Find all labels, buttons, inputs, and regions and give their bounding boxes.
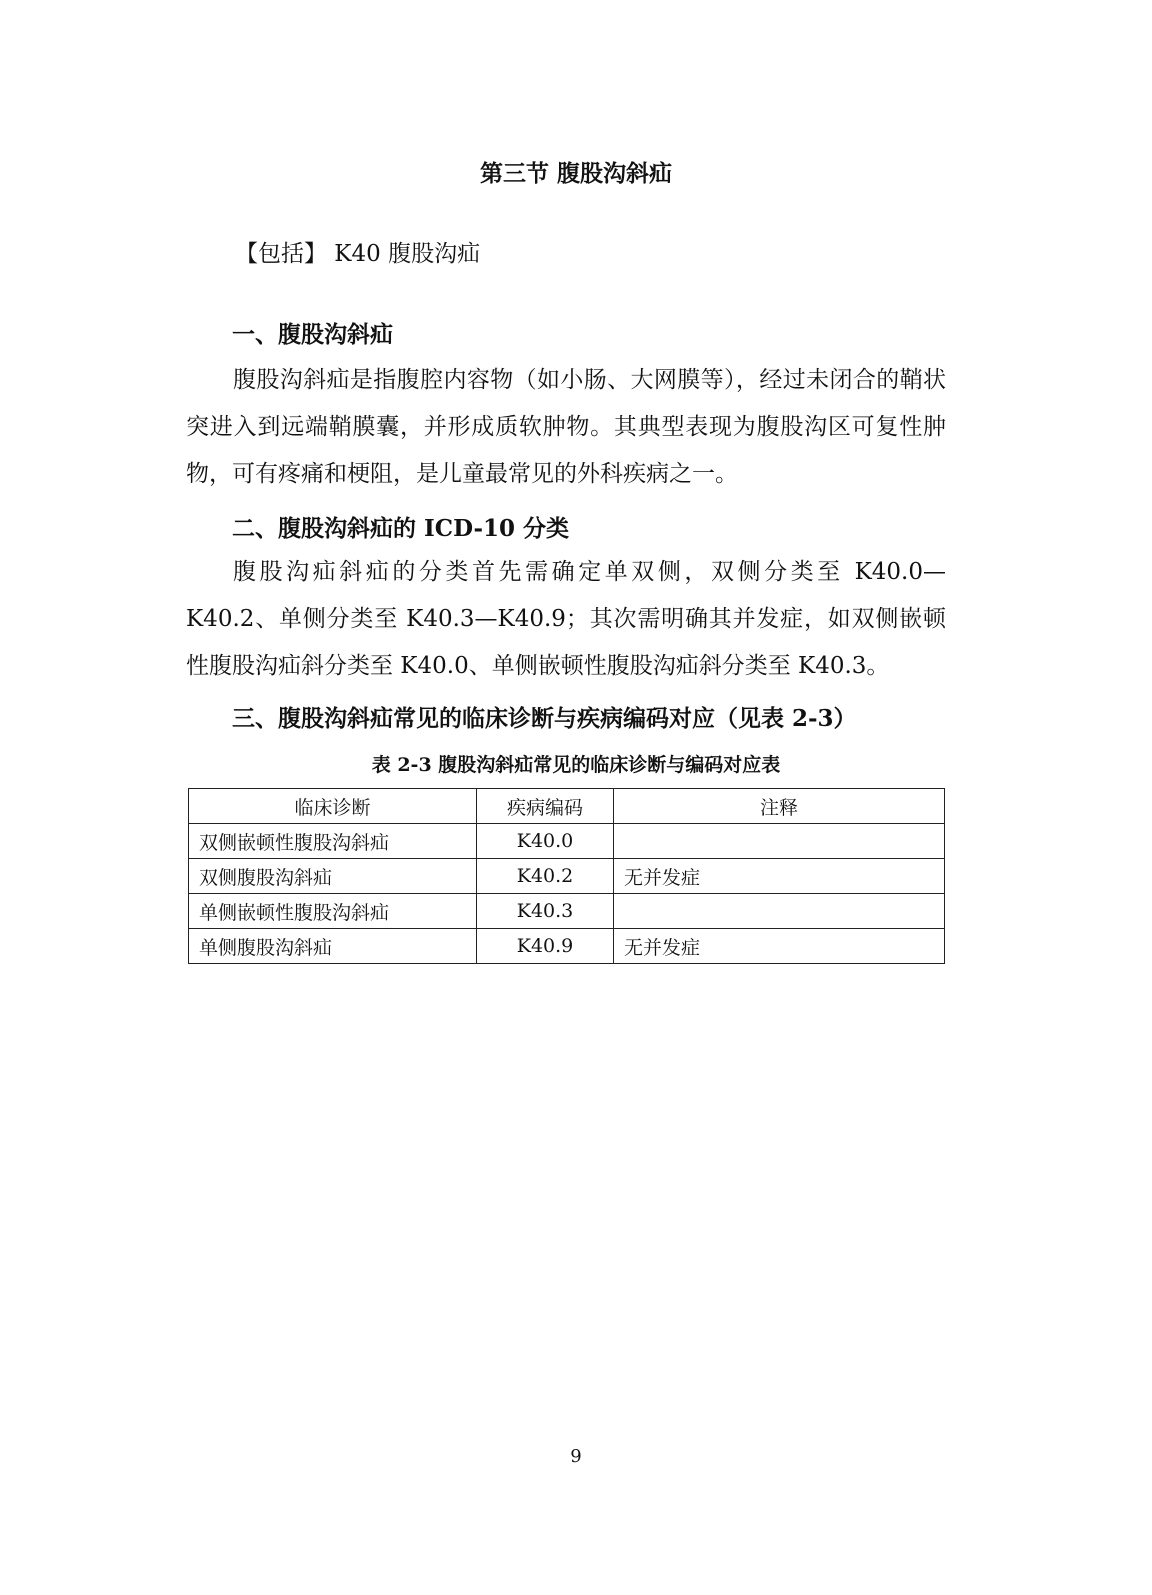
cell-note: 无并发症 [614,929,945,964]
section2-heading: 二、腹股沟斜疝的 ICD-10 分类 [232,515,570,542]
section3-heading: 三、腹股沟斜疝常见的临床诊断与疾病编码对应（见表 2-3） [232,705,857,732]
cell-code: K40.2 [477,859,614,894]
cell-code: K40.0 [477,824,614,859]
cell-note [614,894,945,929]
page-number: 9 [570,1446,582,1467]
table-caption: 表 2-3 腹股沟斜疝常见的临床诊断与编码对应表 [371,754,781,776]
cell-note [614,824,945,859]
cell-diagnosis: 双侧嵌顿性腹股沟斜疝 [189,824,477,859]
cell-note: 无并发症 [614,859,945,894]
cell-code: K40.3 [477,894,614,929]
section1-paragraph: 腹股沟斜疝是指腹腔内容物（如小肠、大网膜等），经过未闭合的鞘状突进入到远端鞘膜囊，并形成质软肿物。其典型表现为腹股沟区可复性肿物，可有疼痛和梗阻，是儿童最常见的外科疾病之一。 [186,367,946,487]
header-code: 疾病编码 [477,789,614,824]
section1-heading: 一、腹股沟斜疝 [232,321,393,348]
table-row [189,824,945,859]
cell-diagnosis: 单侧嵌顿性腹股沟斜疝 [189,894,477,929]
includes-line: 【包括】 K40 腹股沟疝 [235,241,481,267]
table-row [189,929,945,964]
table-row [189,894,945,929]
header-note: 注释 [614,789,945,824]
section2-paragraph: 腹股沟疝斜疝的分类首先需确定单双侧，双侧分类至 K40.0—K40.2、单侧分类至 K40.3—K40.9；其次需明确其并发症，如双侧嵌顿性腹股沟疝斜分类至 K40.0、单侧嵌顿性腹股沟疝斜分类至 K40.3。 [186,559,946,679]
cell-diagnosis: 单侧腹股沟斜疝 [189,929,477,964]
table-header-row [189,789,945,824]
header-diagnosis: 临床诊断 [189,789,477,824]
section-title: 第三节 腹股沟斜疝 [479,160,672,187]
cell-code: K40.9 [477,929,614,964]
diagnosis-code-table [188,788,945,964]
table-row [189,859,945,894]
cell-diagnosis: 双侧腹股沟斜疝 [189,859,477,894]
